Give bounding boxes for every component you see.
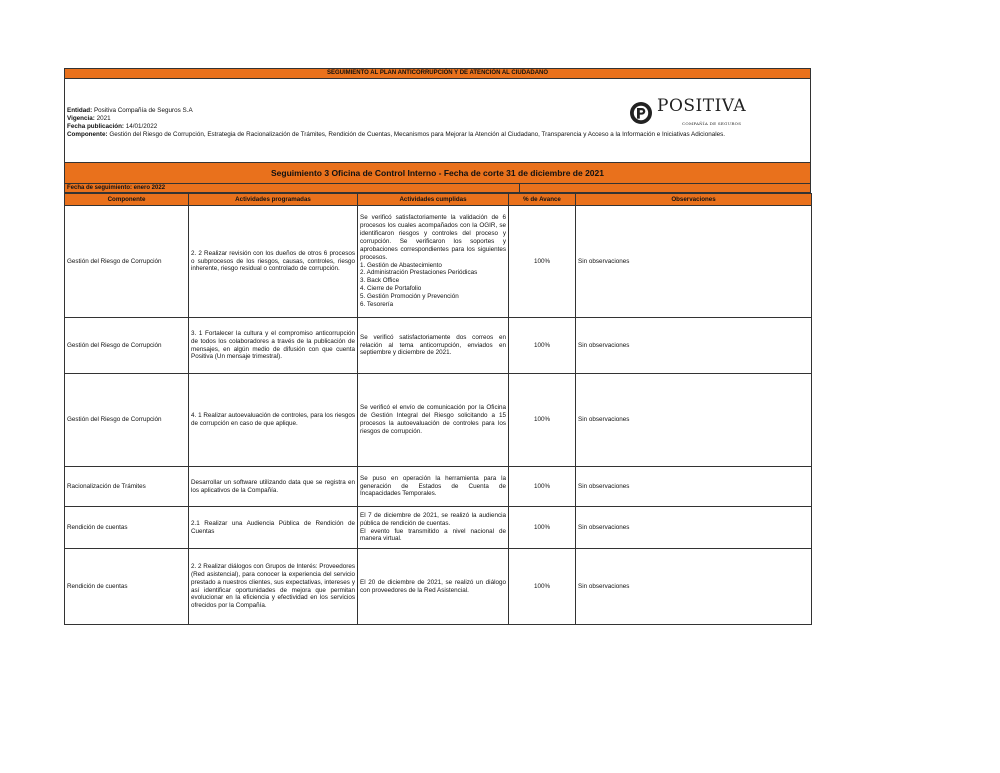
cell-componente: Racionalización de Trámites — [65, 467, 189, 507]
positiva-logo-icon — [629, 101, 653, 125]
cell-avance: 100% — [509, 374, 576, 467]
cell-componente: Rendición de cuentas — [65, 507, 189, 549]
table-row — [65, 467, 812, 507]
cell-cumplidas: El 20 de diciembre de 2021, se realizó un diálogo con proveedores de la Red Asistencial. — [358, 549, 509, 625]
cell-avance: 100% — [509, 549, 576, 625]
cell-cumplidas: Se puso en operación la herramienta para la generación de Estados de Cuenta de Incapacidades Temporales. — [358, 467, 509, 507]
fecha-seguimiento — [64, 184, 811, 193]
table-row — [65, 549, 812, 625]
column-header-programadas: Actividades programadas — [189, 194, 358, 206]
cell-cumplidas: Se verificó el envío de comunicación por la Oficina de Gestión Integral del Riesgo solicitando a 15 procesos la autoevaluación de controles para los riesgos de corrupción. — [358, 374, 509, 467]
logo-wordmark: POSITIVA — [657, 96, 747, 116]
cell-avance: 100% — [509, 467, 576, 507]
cell-cumplidas: El 7 de diciembre de 2021, se realizó la audiencia pública de rendición de cuentas. El evento fue transmitido a nivel nacional de manera virtual. — [358, 507, 509, 549]
cell-avance: 100% — [509, 318, 576, 374]
cell-cumplidas: Se verificó satisfactoriamente la validación de 6 procesos los cuales acompañados con la OGIR, se identificaron riesgos y controles del proceso y corrupción. Se verificaron los soportes y aprobaciones correspondientes para los siguientes procesos. 1. Gestión de Abastecimiento 2. Administración Prestaciones Periódicas 3. Back Office 4. Cierre de Portafolio 5. Gestión Promoción y Prevención 6. Tesorería — [358, 206, 509, 318]
entidad-line: Entidad: Positiva Compañía de Seguros S.A — [67, 107, 193, 114]
cell-avance: 100% — [509, 507, 576, 549]
table-row — [65, 374, 812, 467]
column-header-cumplidas: Actividades cumplidas — [358, 194, 509, 206]
cell-observaciones: Sin observaciones — [576, 467, 812, 507]
cell-observaciones: Sin observaciones — [576, 206, 812, 318]
cell-componente: Gestión del Riesgo de Corrupción — [65, 206, 189, 318]
cell-observaciones: Sin observaciones — [576, 549, 812, 625]
vigencia-line: Vigencia: 2021 — [67, 115, 111, 122]
componente-line: Componente: Gestión del Riesgo de Corrupción, Estrategia de Racionalización de Trámites, Rendición de Cuentas, Mecanismos para Mejorar la Atención al Ciudadano, Transparencia y Acceso a la Información e Iniciativas Adicionales. — [67, 131, 726, 138]
cell-programadas: 2. 2 Realizar revisión con los dueños de otros 6 procesos o subprocesos de los riesgos, causas, controles, riesgo inherente, riesgo residual o controlado de corrupción. — [189, 206, 358, 318]
header-divider — [519, 184, 520, 192]
table-row — [65, 206, 812, 318]
column-header-componente: Componente — [65, 194, 189, 206]
cell-programadas: 2. 2 Realizar diálogos con Grupos de Interés: Proveedores (Red asistencial), para conocer la experiencia del servicio prestado a nuestros clientes, sus expectativas, intereses y así identificar oportunidades de mejora que permitan evolucionar en la eficiencia y efectividad en los servicios ofrecidos por la Compañía. — [189, 549, 358, 625]
cell-avance: 100% — [509, 206, 576, 318]
fecha-seguimiento-label: Fecha de seguimiento: enero 2022 — [67, 185, 166, 191]
cell-cumplidas: Se verificó satisfactoriamente dos correos en relación al tema anticorrupción, enviados en septiembre y diciembre de 2021. — [358, 318, 509, 374]
cell-componente: Gestión del Riesgo de Corrupción — [65, 318, 189, 374]
positiva-logo — [627, 96, 749, 127]
cell-programadas: 4. 1 Realizar autoevaluación de controles, para los riesgos de corrupción en caso de que aplique. — [189, 374, 358, 467]
cell-programadas: 2.1 Realizar una Audiencia Pública de Rendición de Cuentas — [189, 507, 358, 549]
table-row — [65, 507, 812, 549]
cell-observaciones: Sin observaciones — [576, 318, 812, 374]
report-title: SEGUIMIENTO AL PLAN ANTICORRUPCIÓN Y DE ATENCIÓN AL CIUDADANO — [64, 68, 811, 79]
column-header-observaciones: Observaciones — [576, 194, 812, 206]
cell-observaciones: Sin observaciones — [576, 507, 812, 549]
logo-subtitle: COMPAÑÍA DE SEGUROS — [682, 121, 742, 126]
cell-programadas: 3. 1 Fortalecer la cultura y el compromiso anticorrupción de todos los colaboradores a través de la publicación de mensajes, en algún medio de difusión con que cuenta Positiva (Un mensaje trimestral). — [189, 318, 358, 374]
spreadsheet-sheet — [64, 68, 811, 625]
seguimiento-table — [64, 193, 812, 625]
cell-componente: Gestión del Riesgo de Corrupción — [65, 374, 189, 467]
table-header-row — [65, 194, 812, 206]
cell-observaciones: Sin observaciones — [576, 374, 812, 467]
column-header-avance: % de Avance — [509, 194, 576, 206]
section-title: Seguimiento 3 Oficina de Control Interno - Fecha de corte 31 de diciembre de 2021 — [64, 162, 811, 184]
cell-componente: Rendición de cuentas — [65, 549, 189, 625]
table-row — [65, 318, 812, 374]
report-info-block — [64, 79, 811, 162]
cell-programadas: Desarrollar un software utilizando data que se registra en los aplicativos de la Compañía. — [189, 467, 358, 507]
fecha-publicacion-line: Fecha publicación: 14/01/2022 — [67, 123, 158, 130]
